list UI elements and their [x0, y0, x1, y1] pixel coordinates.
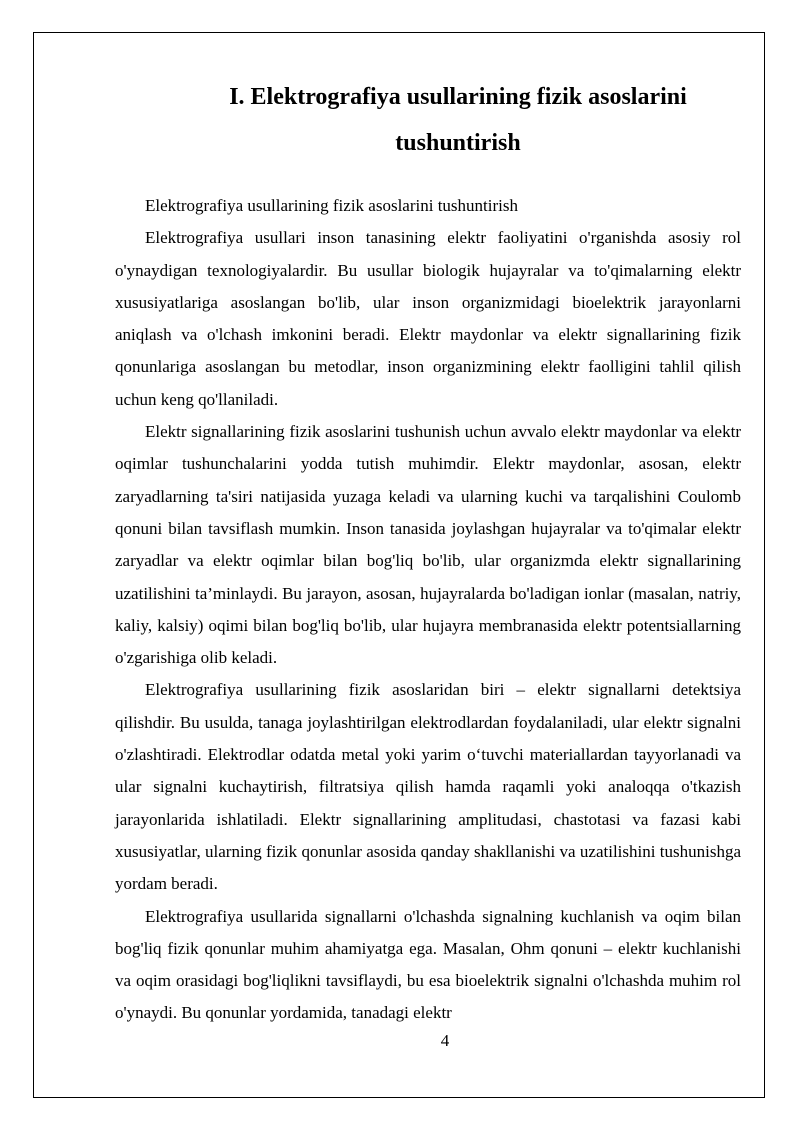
- paragraph: Elektr signallarining fizik asoslarini tushunish uchun avvalo elektr maydonlar va elektr oqimlar tushunchalarini yodda tutish muhimdir. Elektr maydonlar, asosan, elektr zaryadlarning ta'siri natijasida yuzaga keladi va ularning kuchi va tarqalishini Coulomb qonuni bilan tavsiflash mumkin. Inson tanasida joylashgan hujayralar va to'qimalar elektr zaryadlar va elektr oqimlar bilan bog'liq bo'lib, ular organizmda elektr signallarining uzatilishini ta’minlaydi. Bu jarayon, asosan, hujayralarda bo'ladigan ionlar (masalan, natriy, kaliy, kalsiy) oqimi bilan bog'liq bo'lib, ular hujayra membranasida elektr potentsiallarning o'zgarishiga olib keladi.: [115, 422, 741, 668]
- document-body: [115, 190, 741, 1030]
- page-title: [115, 74, 741, 166]
- paragraph: Elektrografiya usullarida signallarni o'lchashda signalning kuchlanish va oqim bilan bog'liq fizik qonunlar muhim ahamiyatga ega. Masalan, Ohm qonuni – elektr kuchlanishi va oqim orasidagi bog'liqlikni tavsiflaydi, bu esa bioelektrik signalni o'lchashda muhim rol o'ynaydi. Bu qonunlar yordamida, tanadagi elektr: [115, 906, 741, 1023]
- page-number: 4: [440, 1031, 450, 1050]
- paragraph: Elektrografiya usullarining fizik asoslaridan biri – elektr signallarni detektsiya qilishdir. Bu usulda, tanaga joylashtirilgan elektrodlardan foydalaniladi, ular elektr signalni o'zlashtiradi. Elektrodlar odatda metal yoki yarim o‘tuvchi materiallardan tayyorlanadi va ular signalni kuchaytirish, filtratsiya qilish hamda raqamli yoki analoqqa o'tkazish jarayonlarida ishlatiladi. Elektr signallarining amplitudasi, chastotasi va fazasi kabi xususiyatlar, ularning fizik qonunlar asosida qanday shakllanishi va uzatilishini tushunishga yordam beradi.: [115, 680, 741, 894]
- paragraph-subheading: Elektrografiya usullarining fizik asoslarini tushuntirish: [145, 196, 518, 215]
- title-line-2: tushuntirish: [395, 130, 521, 156]
- paragraph: Elektrografiya usullari inson tanasining elektr faoliyatini o'rganishda asosiy rol o'ynaydigan texnologiyalardir. Bu usullar biologik hujayralar va to'qimalarning elektr xususiyatlariga asoslangan bo'lib, ular inson organizmidagi bioelektrik jarayonlarni aniqlash va o'lchash imkonini beradi. Elektr maydonlar va elektr signallarining fizik qonunlariga asoslangan bu metodlar, inson organizmining elektr faolligini tahlil qilish uchun keng qo'llaniladi.: [115, 228, 741, 409]
- title-line-1: I. Elektrografiya usullarining fizik asoslarini: [229, 84, 687, 110]
